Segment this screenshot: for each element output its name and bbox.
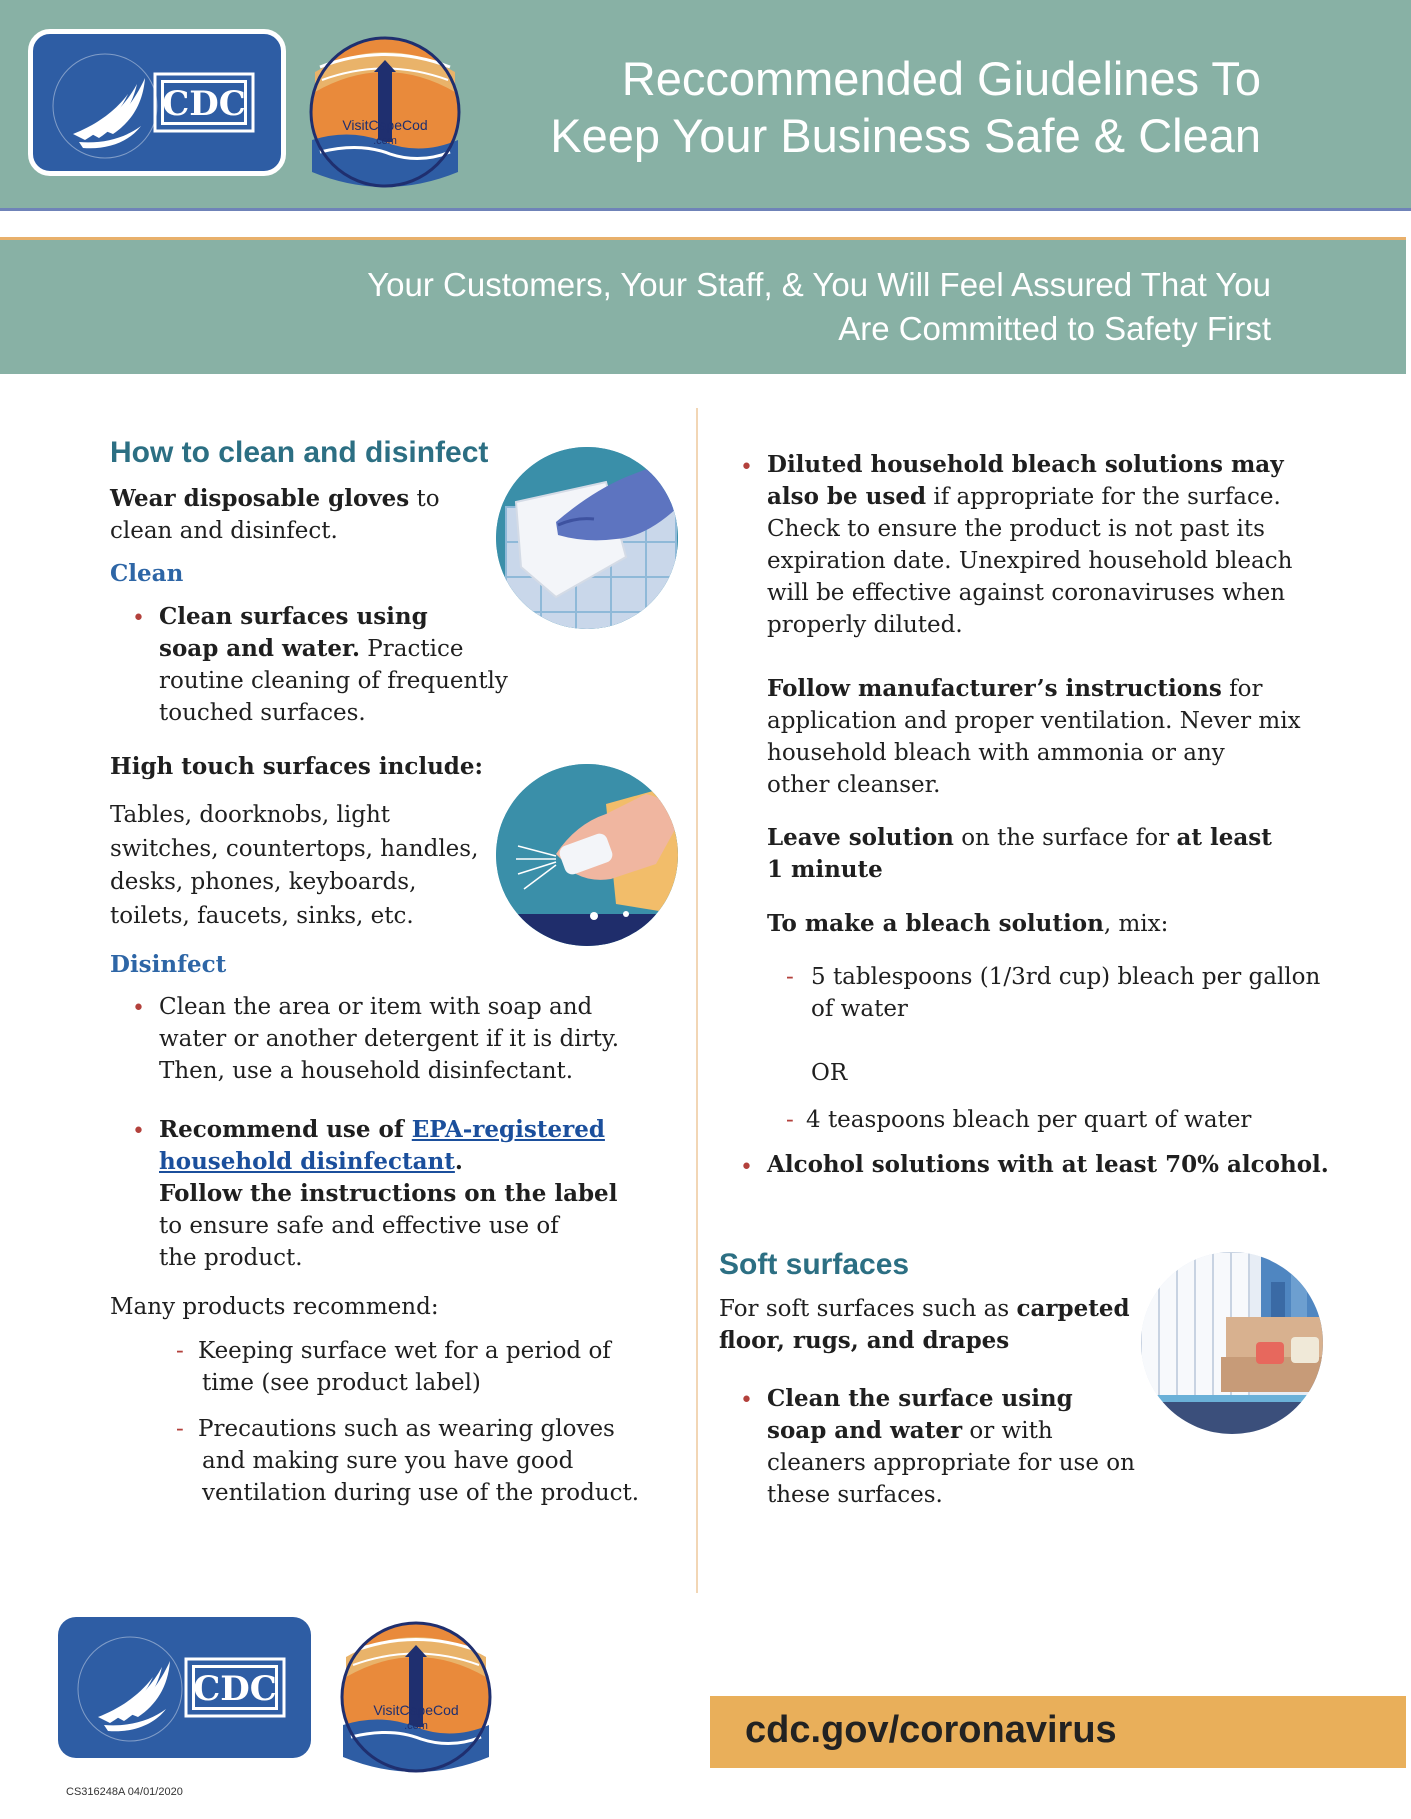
intro-paragraph xyxy=(110,483,510,547)
document-code: CS316248A 04/01/2020 xyxy=(66,1786,183,1798)
high-touch-heading: High touch surfaces include: xyxy=(110,753,484,780)
dash-icon: - xyxy=(176,1416,184,1442)
soft-intro-paragraph: For soft surfaces such as carpeted floor, rugs, and drapes xyxy=(719,1295,1130,1354)
section-heading-clean-disinfect: How to clean and disinfect xyxy=(110,436,489,469)
subheader-line-2: Are Committed to Safety First xyxy=(838,310,1271,347)
hhs-eagle-icon xyxy=(33,34,281,171)
hhs-eagle-icon xyxy=(58,1617,311,1758)
disinfect-bullet-2: Recommend use of EPA-registered household disinfectant. Follow the instructions on the label to ensure safe and effective use of the product. xyxy=(159,1116,618,1271)
svg-text:.com: .com xyxy=(404,1720,428,1732)
svg-text:CDC: CDC xyxy=(162,84,246,124)
svg-text:VisitCapeCod: VisitCapeCod xyxy=(373,1702,459,1718)
high-touch-list: Tables, doorknobs, light switches, countertops, handles, desks, phones, keyboards, toilets, faucets, sinks, etc. xyxy=(110,802,479,929)
disinfect-subheading: Disinfect xyxy=(110,951,227,978)
header-divider xyxy=(0,208,1411,211)
bullet-icon: • xyxy=(740,1155,753,1180)
epa-disinfectant-link-2[interactable]: household disinfectant xyxy=(159,1148,455,1175)
recommend-item-2: Precautions such as wearing gloves and making sure you have good ventilation during use of the product. xyxy=(198,1416,640,1506)
curtains-sofa-illustration xyxy=(1141,1252,1323,1434)
dash-icon: - xyxy=(786,964,794,990)
gloves-cleaning-illustration xyxy=(496,447,678,629)
title-line-1: Reccommended Giudelines To xyxy=(621,52,1261,105)
bleach-solution-heading: To make a bleach solution, mix: xyxy=(767,910,1169,937)
svg-text:VisitCapeCod: VisitCapeCod xyxy=(342,117,428,133)
bleach-paragraph: Diluted household bleach solutions may also be used if appropriate for the surface. Check to ensure the product is not past its expiration date. Unexpired household bleach will be effective against coronaviruses when properly diluted. xyxy=(767,451,1293,638)
dash-icon: - xyxy=(176,1338,184,1364)
bullet-icon: • xyxy=(740,455,753,480)
follow-instructions-paragraph: Follow manufacturer’s instructions for application and proper ventilation. Never mix household bleach with ammonia or any other cleanser. xyxy=(767,675,1301,798)
footer-visitcapecod-logo xyxy=(331,1617,501,1777)
mix-option-2: 4 teaspoons bleach per quart of water xyxy=(806,1107,1252,1133)
intro-rest-2: clean and disinfect. xyxy=(110,518,338,544)
spray-bottle-illustration xyxy=(496,764,678,946)
alcohol-bullet: Alcohol solutions with at least 70% alcohol. xyxy=(767,1151,1329,1178)
bullet-icon: • xyxy=(740,1388,753,1413)
dash-icon: - xyxy=(786,1107,794,1133)
recommend-item-1: Keeping surface wet for a period of time (see product label) xyxy=(198,1338,611,1396)
page-title xyxy=(461,50,1261,164)
leave-solution-paragraph: Leave solution on the surface for at least 1 minute xyxy=(767,824,1272,883)
bullet-icon: • xyxy=(132,606,145,631)
column-divider xyxy=(696,408,698,1593)
bullet-icon: • xyxy=(132,996,145,1021)
mix-option-1: 5 tablespoons (1/3rd cup) bleach per gallon of water xyxy=(811,964,1321,1022)
disinfect-bullet-1: Clean the area or item with soap and water or another detergent if it is dirty. Then, use a household disinfectant. xyxy=(159,994,620,1084)
clean-bullet: Clean surfaces using soap and water. Practice routine cleaning of frequently touched surfaces. xyxy=(159,603,508,726)
svg-text:CDC: CDC xyxy=(193,1669,277,1709)
title-line-2: Keep Your Business Safe & Clean xyxy=(550,109,1261,162)
section-heading-soft-surfaces: Soft surfaces xyxy=(719,1248,910,1281)
or-text: OR xyxy=(811,1060,848,1086)
svg-text:.com: .com xyxy=(373,135,397,147)
subheader-text xyxy=(271,263,1271,351)
cdc-logo xyxy=(28,29,286,176)
intro-rest: to xyxy=(409,486,440,512)
clean-subheading: Clean xyxy=(110,560,184,587)
many-products-text: Many products recommend: xyxy=(110,1294,439,1320)
subheader-line-1: Your Customers, Your Staff, & You Will Feel Assured That You xyxy=(367,266,1271,303)
footer-cdc-logo xyxy=(58,1617,311,1758)
bullet-icon: • xyxy=(132,1119,145,1144)
footer-url-link[interactable]: cdc.gov/coronavirus xyxy=(745,1709,1117,1751)
epa-disinfectant-link[interactable]: EPA-registered xyxy=(411,1116,605,1143)
intro-bold: Wear disposable gloves xyxy=(110,485,410,512)
visitcapecod-logo xyxy=(300,32,470,192)
soft-surface-bullet: Clean the surface using soap and water or with cleaners appropriate for use on these surfaces. xyxy=(767,1385,1135,1508)
